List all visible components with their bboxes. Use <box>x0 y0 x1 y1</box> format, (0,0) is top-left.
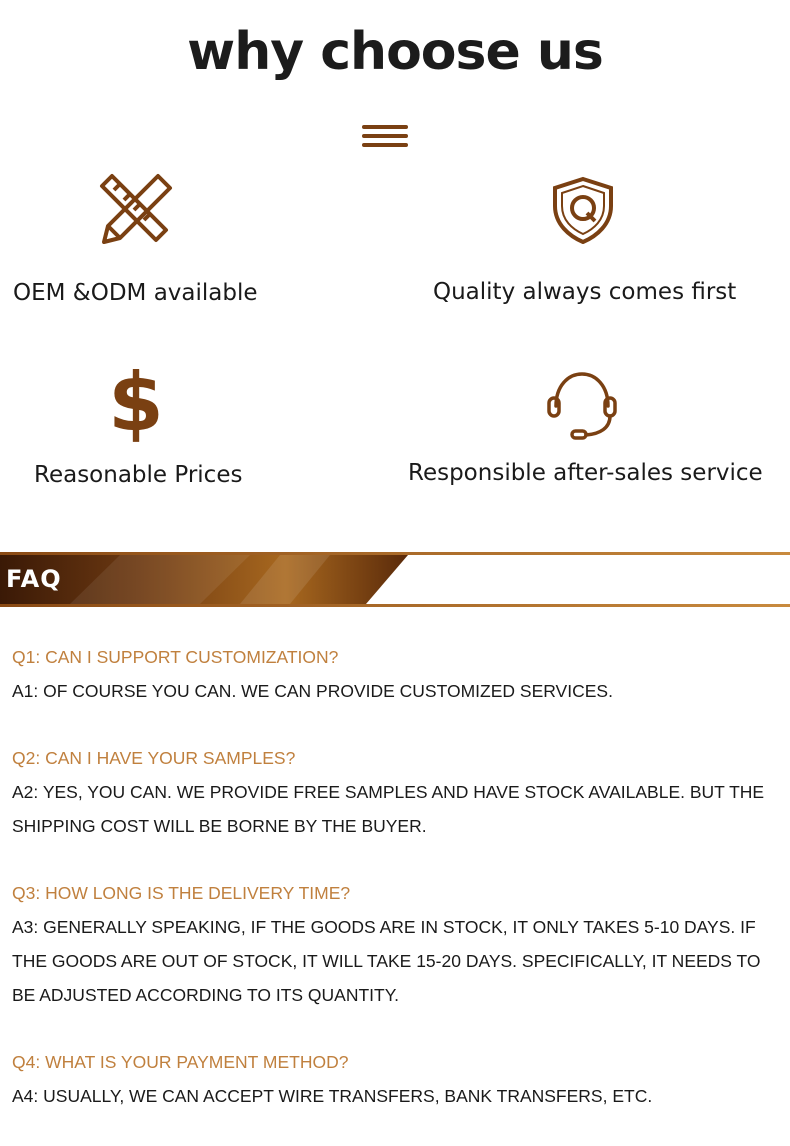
faq-banner <box>0 548 790 610</box>
faq-question: Q4: WHAT IS YOUR PAYMENT METHOD? <box>12 1052 349 1072</box>
faq-answer: A3: GENERALLY SPEAKING, IF THE GOODS ARE IN STOCK, IT ONLY TAKES 5-10 DAYS. IF THE GOODS ARE OUT OF STOCK, IT WILL TAKE 15-20 DAYS. SPECIFICALLY, IT NEEDS TO BE ADJUSTED ACCORDING TO ITS QUANTITY. <box>12 917 761 1005</box>
faq-item <box>12 640 782 708</box>
faq-question: Q1: CAN I SUPPORT CUSTOMIZATION? <box>12 647 339 667</box>
faq-list <box>12 640 782 1146</box>
page-title: why choose us <box>187 22 603 82</box>
faq-answer: A1: OF COURSE YOU CAN. WE CAN PROVIDE CUSTOMIZED SERVICES. <box>12 681 613 701</box>
feature-label-prices: Reasonable Prices <box>34 462 243 488</box>
faq-item <box>12 876 782 1012</box>
feature-label-oem: OEM &ODM available <box>13 280 258 306</box>
hamburger-icon <box>362 124 408 148</box>
faq-heading: FAQ <box>6 565 62 593</box>
quality-shield-icon <box>551 176 615 244</box>
headset-icon <box>546 368 618 442</box>
faq-question: Q3: HOW LONG IS THE DELIVERY TIME? <box>12 883 351 903</box>
dollar-icon: $ <box>108 356 164 449</box>
faq-question: Q2: CAN I HAVE YOUR SAMPLES? <box>12 748 296 768</box>
faq-answer: A4: USUALLY, WE CAN ACCEPT WIRE TRANSFERS, BANK TRANSFERS, ETC. <box>12 1086 653 1106</box>
feature-label-quality: Quality always comes first <box>433 279 737 305</box>
faq-item <box>12 1045 782 1113</box>
faq-answer: A2: YES, YOU CAN. WE PROVIDE FREE SAMPLES AND HAVE STOCK AVAILABLE. BUT THE SHIPPING COST WILL BE BORNE BY THE BUYER. <box>12 782 765 836</box>
pencil-ruler-icon <box>98 172 176 246</box>
feature-label-service: Responsible after-sales service <box>408 460 763 486</box>
faq-item <box>12 741 782 843</box>
